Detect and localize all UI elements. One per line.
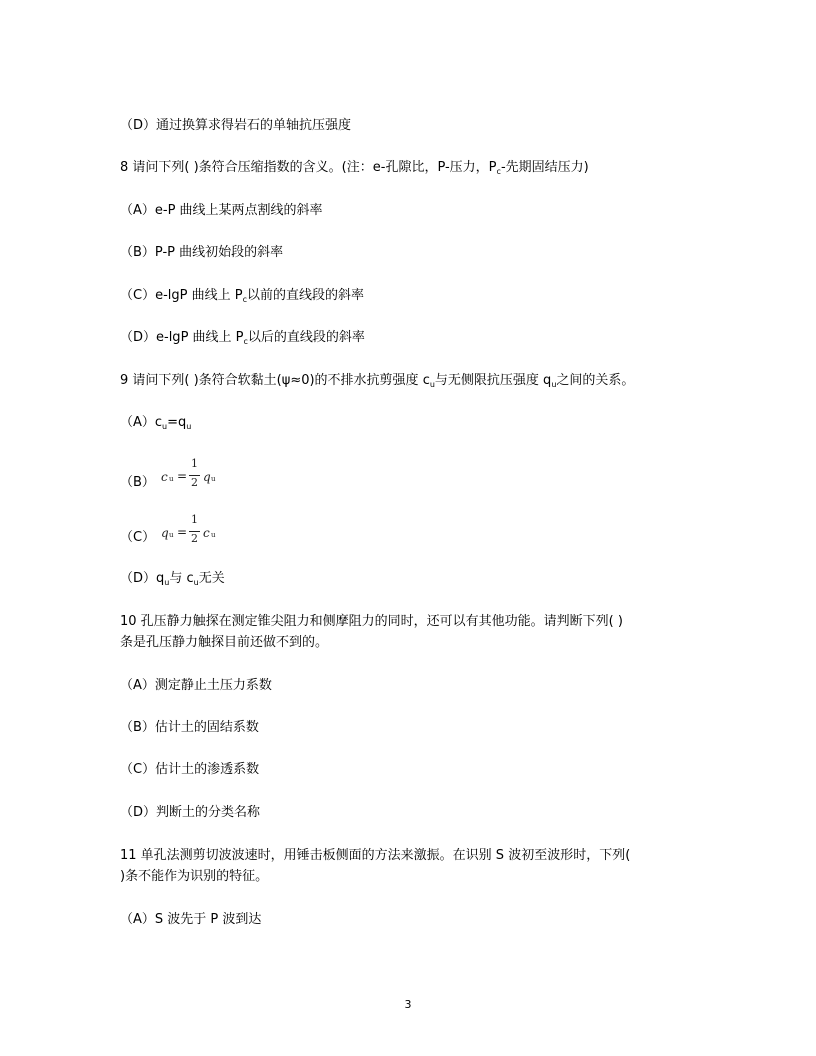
question-9: 9 请问下列( )条符合软黏土(ψ≈0)的不排水抗剪强度 $c_u$与无侧限抗压强度 $q_u$之间的关系。 <box>120 373 635 389</box>
option-d-q7: （D）通过换算求得岩石的单轴抗压强度 <box>120 118 352 133</box>
option-b-q10: （B）估计土的固结系数 <box>120 720 259 735</box>
question-10-line-1: 10 孔压静力触探在测定锥尖阻力和侧摩阻力的同时，还可以有其他功能。请判断下列( ) <box>120 614 623 629</box>
question-8: 8 请问下列( )条符合压缩指数的含义。(注：e-孔隙比，P-压力，$P_c-$先期固结压力) <box>120 160 589 176</box>
option-c-q9-label: （C） <box>120 530 156 545</box>
option-a-q9: $(A)c_u=q_u$ <box>120 415 192 431</box>
option-a-q8: （A）e-P 曲线上某两点割线的斜率 <box>120 203 323 218</box>
option-c-q10: （C）估计土的渗透系数 <box>120 762 260 777</box>
question-11-line-1: 11 单孔法测剪切波波速时，用锤击板侧面的方法来激振。在识别 S 波初至波形时，下列( <box>120 848 631 863</box>
option-b-q8: （B）P-P 曲线初始段的斜率 <box>120 245 284 260</box>
question-10-line-2: 条是孔压静力触探目前还做不到的。 <box>120 635 329 650</box>
question-11-line-2: )条不能作为识别的特征。 <box>120 869 269 884</box>
page-number: 3 <box>404 998 412 1011</box>
option-b-q9-label: （B） <box>120 475 155 490</box>
option-a-q10: （A）测定静止土压力系数 <box>120 678 272 693</box>
option-a-q11: （A）S 波先于 P 波到达 <box>120 912 262 927</box>
option-d-q9: $(D)q_u$与 $c_u$无关 <box>120 571 225 587</box>
option-c-q8: （C）e-lgP 曲线上 $P_c$以前的直线段的斜率 <box>120 288 364 304</box>
option-d-q8: （D）e-lgP 曲线上 $P_c$以后的直线段的斜率 <box>120 330 365 346</box>
option-d-q10: （D）判断土的分类名称 <box>120 805 261 820</box>
